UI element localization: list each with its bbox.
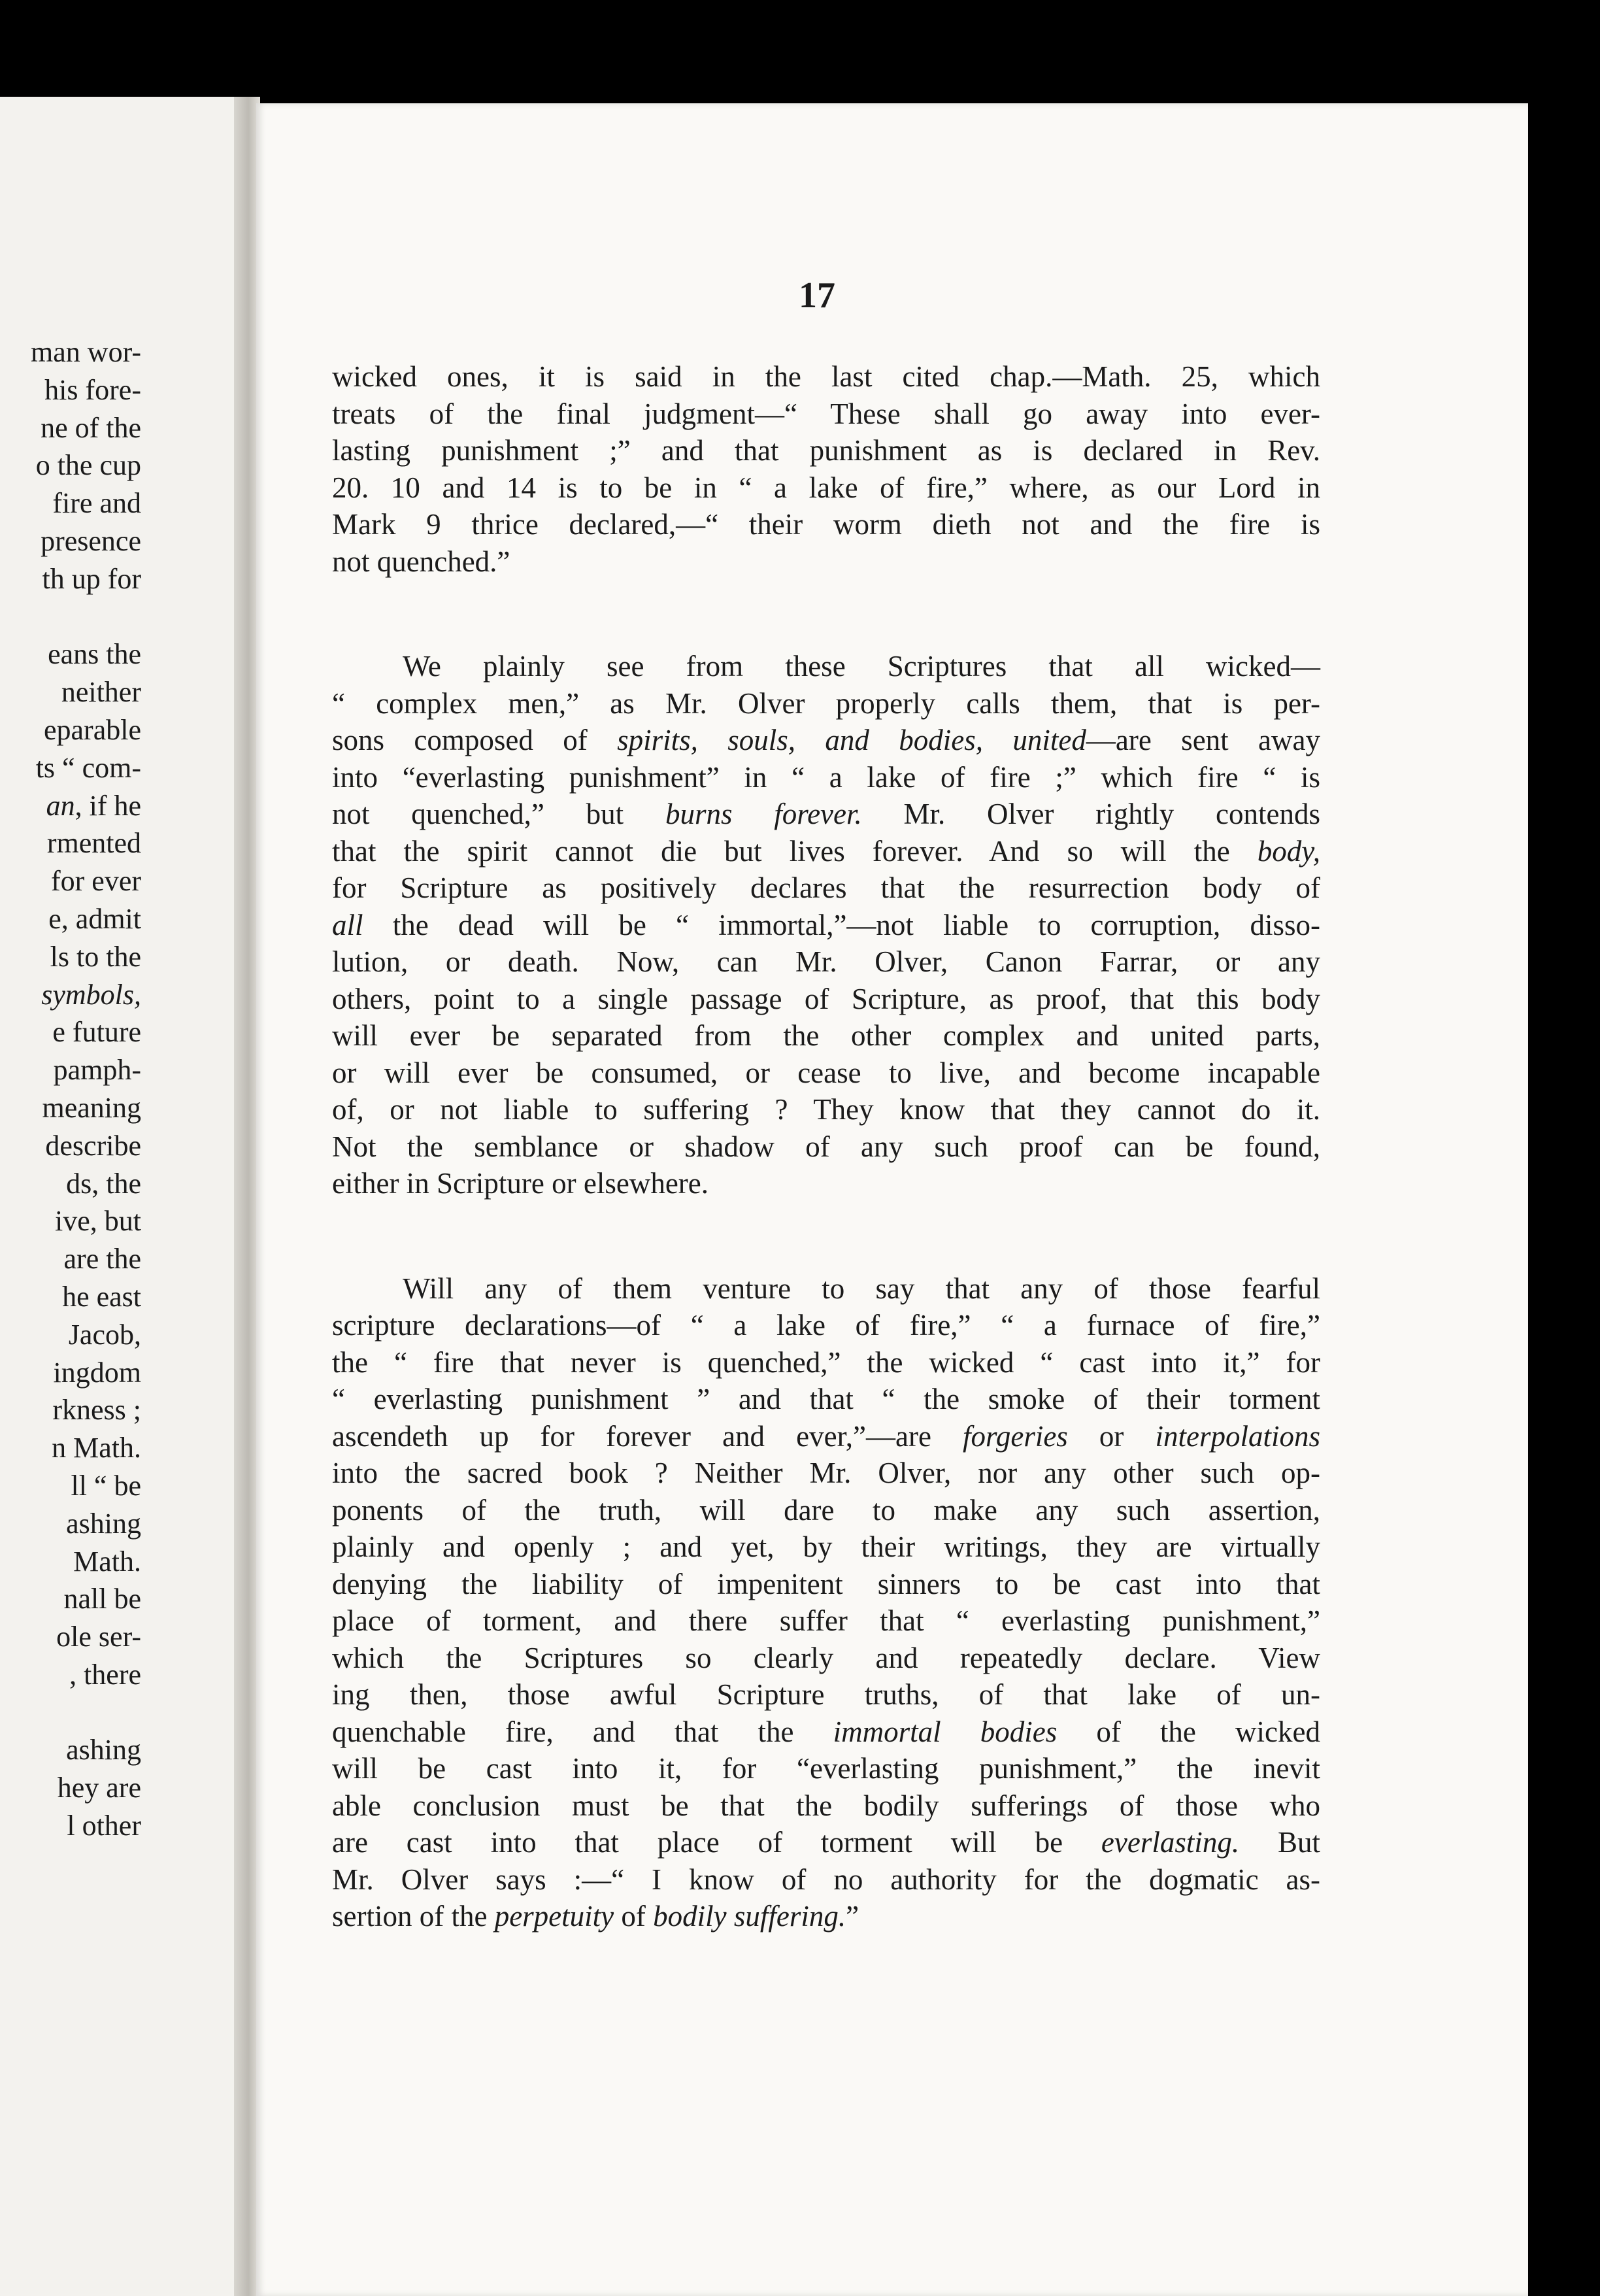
text-line: treats of the final judgment—“ These shall go away into ever-: [332, 397, 1320, 430]
left-page-line: rkness ;: [52, 1394, 141, 1427]
text-line: will be cast into it, for “everlasting punishment,” the inevit: [332, 1752, 1320, 1785]
text-line: scripture declarations—of “ a lake of fire,” “ a furnace of fire,”: [332, 1309, 1320, 1342]
text-line: Will any of them venture to say that any of those fearful: [403, 1272, 1320, 1305]
left-page-line: eans the: [48, 638, 141, 671]
text-line: sons composed of spirits, souls, and bodies, united—are sent away: [332, 724, 1320, 756]
left-page-line: symbols,: [41, 978, 141, 1011]
left-page-line: [0, 1694, 141, 1732]
left-page-line: ls to the: [50, 940, 141, 973]
left-page-line: man wor-: [31, 336, 141, 368]
text-line: which the Scriptures so clearly and repeatedly declare. View: [332, 1641, 1320, 1674]
left-page-line: his fore-: [44, 373, 141, 406]
text-line: that the spirit cannot die but lives forever. And so will the body,: [332, 834, 1320, 868]
text-line: of, or not liable to suffering ? They know that they cannot do it.: [332, 1093, 1320, 1126]
text-line: Mr. Olver says :—“ I know of no authority for the dogmatic as-: [332, 1863, 1320, 1896]
left-page-line: ne of the: [41, 411, 141, 444]
left-page-line: Math.: [73, 1545, 141, 1578]
text-line: into “everlasting punishment” in “ a lake of fire ;” which fire “ is: [332, 760, 1320, 794]
text-line: denying the liability of impenitent sinners to be cast into that: [332, 1567, 1320, 1600]
text-line: “ everlasting punishment ” and that “ the smoke of their torment: [332, 1383, 1320, 1415]
left-page-line: ive, but: [55, 1205, 141, 1238]
text-line: Mark 9 thrice declared,—“ their worm dieth not and the fire is: [332, 508, 1320, 541]
left-page-line: [0, 598, 141, 636]
left-page-line: o the cup: [35, 449, 141, 482]
left-page-line: e future: [52, 1016, 141, 1049]
text-line: place of torment, and there suffer that “ everlasting punishment,”: [332, 1604, 1320, 1637]
text-line: not quenched.”: [332, 545, 510, 578]
text-line: plainly and openly ; and yet, by their writings, they are virtually: [332, 1530, 1320, 1563]
left-page-line: neither: [61, 676, 141, 709]
text-line: will ever be separated from the other complex and united parts,: [332, 1019, 1320, 1052]
left-page-line: n Math.: [52, 1432, 141, 1464]
text-line: quenchable fire, and that the immortal bodies of the wicked: [332, 1715, 1320, 1748]
paragraph: [332, 648, 1320, 1202]
left-page-line: for ever: [50, 865, 141, 898]
left-page-line: describe: [45, 1129, 141, 1162]
left-page-text-column: [0, 333, 141, 1845]
text-line: not quenched,” but burns forever. Mr. Olver rightly contends: [332, 798, 1320, 830]
left-page-line: eparable: [44, 713, 141, 746]
page-number: 17: [799, 275, 835, 316]
left-page-line: l other: [67, 1810, 141, 1842]
paragraph: [332, 1270, 1320, 1935]
text-line: or will ever be consumed, or cease to live, and become incapable: [332, 1056, 1320, 1089]
text-line: others, point to a single passage of Scripture, as proof, that this body: [332, 982, 1320, 1015]
left-page-line: ole ser-: [56, 1621, 141, 1653]
left-page-line: an, if he: [46, 789, 141, 822]
text-line: the “ fire that never is quenched,” the wicked “ cast into it,” for: [332, 1345, 1320, 1379]
left-page-line: presence: [41, 524, 141, 557]
left-page-line: fire and: [52, 487, 141, 520]
left-page-line: ll “ be: [71, 1469, 141, 1502]
left-page-line: he east: [62, 1280, 141, 1313]
text-line: are cast into that place of torment will be everlasting. But: [332, 1826, 1320, 1859]
text-line: wicked ones, it is said in the last cited chap.—Math. 25, which: [332, 360, 1320, 393]
text-line: Not the semblance or shadow of any such proof can be found,: [332, 1130, 1320, 1163]
left-page-line: meaning: [42, 1091, 141, 1124]
text-line: ing then, those awful Scripture truths, of that lake of un-: [332, 1678, 1320, 1711]
text-line: “ complex men,” as Mr. Olver properly calls them, that is per-: [332, 686, 1320, 720]
left-page-line: ashing: [66, 1734, 141, 1766]
text-line: into the sacred book ? Neither Mr. Olver, nor any other such op-: [332, 1457, 1320, 1489]
left-page-line: ds, the: [66, 1167, 141, 1200]
text-line: lution, or death. Now, can Mr. Olver, Canon Farrar, or any: [332, 945, 1320, 978]
text-line: 20. 10 and 14 is to be in “ a lake of fire,” where, as our Lord in: [332, 471, 1320, 504]
left-page-line: hey are: [57, 1772, 141, 1804]
left-page-line: ingdom: [53, 1356, 141, 1389]
body-text: [332, 358, 1320, 2003]
text-line: ascendeth up for forever and ever,”—are forgeries or interpolations: [332, 1419, 1320, 1453]
text-line: We plainly see from these Scriptures that all wicked—: [403, 650, 1320, 683]
paragraph: [332, 358, 1320, 580]
left-page-line: , there: [69, 1658, 141, 1691]
left-page-line: are the: [63, 1243, 141, 1275]
text-line: either in Scripture or elsewhere.: [332, 1167, 709, 1200]
text-line: lasting punishment ;” and that punishment as is declared in Rev.: [332, 434, 1320, 467]
left-page-line: Jacob,: [68, 1318, 141, 1351]
text-line: sertion of the perpetuity of bodily suffering.”: [332, 1900, 859, 1933]
text-line: able conclusion must be that the bodily sufferings of those who: [332, 1789, 1320, 1822]
left-page-line: pamph-: [53, 1054, 141, 1087]
left-page-line: ts “ com-: [35, 751, 141, 784]
text-line: all the dead will be “ immortal,”—not liable to corruption, disso-: [332, 908, 1320, 941]
text-line: ponents of the truth, will dare to make any such assertion,: [332, 1493, 1320, 1527]
left-page-line: rmented: [46, 827, 141, 860]
left-page-line: th up for: [42, 562, 141, 595]
left-page-line: ashing: [66, 1507, 141, 1540]
left-page-line: nall be: [63, 1583, 141, 1615]
left-page-line: e, admit: [48, 902, 141, 935]
text-line: for Scripture as positively declares that the resurrection body of: [332, 871, 1320, 904]
